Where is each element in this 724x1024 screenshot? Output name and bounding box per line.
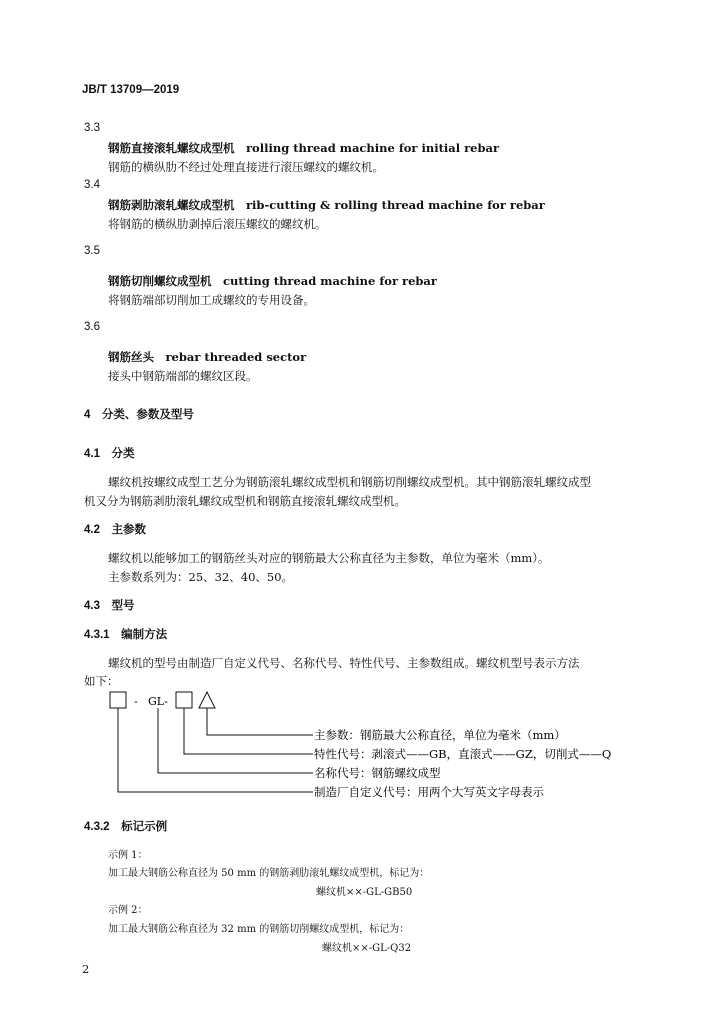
example-text: 加工最大钢筋公称直径为 32 mm 的钢筋切削螺纹成型机，标记为： xyxy=(108,924,410,935)
page-number: 2 xyxy=(82,962,90,976)
term-definition: 钢筋的横纵肋不经过处理直接进行滚压螺纹的螺纹机。 xyxy=(108,160,384,174)
paragraph-line: 如下： xyxy=(84,674,119,688)
paragraph-line: 螺纹机按螺纹成型工艺分为钢筋滚轧螺纹成型机和钢筋切削螺纹成型机。其中钢筋滚轧螺纹成型 xyxy=(108,475,591,489)
label-manufacturer-code: 制造厂自定义代号：用两个大写英文字母表示 xyxy=(314,785,544,799)
term-number: 3.3 xyxy=(84,122,100,134)
subsection-heading: 4.3 型号 xyxy=(84,600,135,612)
example-marking: 螺纹机××-GL-GB50 xyxy=(316,887,413,898)
example-marking: 螺纹机××-GL-Q32 xyxy=(322,943,412,954)
term-title: 钢筋切削螺纹成型机 cutting thread machine for rebar xyxy=(108,274,437,288)
leader-name-code xyxy=(158,708,313,773)
paragraph-line: 螺纹机的型号由制造厂自定义代号、名称代号、特性代号、主参数组成。螺纹机型号表示方法 xyxy=(108,656,580,670)
example-text: 加工最大钢筋公称直径为 50 mm 的钢筋剥肋滚轧螺纹成型机，标记为： xyxy=(108,868,430,879)
term-definition: 接头中钢筋端部的螺纹区段。 xyxy=(108,369,258,383)
term-title: 钢筋直接滚轧螺纹成型机 rolling thread machine for initial rebar xyxy=(108,141,500,155)
example-label: 示例 2： xyxy=(108,905,148,916)
term-definition: 将钢筋端部切削加工成螺纹的专用设备。 xyxy=(108,293,315,307)
term-title: 钢筋丝头 rebar threaded sector xyxy=(108,350,307,364)
subsubsection-heading: 4.3.1 编制方法 xyxy=(84,629,168,641)
subsection-heading: 4.2 主参数 xyxy=(84,524,146,536)
label-name-code: 名称代号：钢筋螺纹成型 xyxy=(314,766,441,780)
section-heading: 4 分类、参数及型号 xyxy=(84,409,194,421)
paragraph-line: 主参数系列为：25、32、40、50。 xyxy=(108,570,294,584)
paragraph-line: 机又分为钢筋剥肋滚轧螺纹成型机和钢筋直接滚轧螺纹成型机。 xyxy=(84,494,406,508)
term-number: 3.4 xyxy=(84,179,100,191)
subsection-heading: 4.1 分类 xyxy=(84,448,135,460)
term-title: 钢筋剥肋滚轧螺纹成型机 rib-cutting & rolling thread machine for rebar xyxy=(108,198,545,212)
leader-main-parameter xyxy=(207,708,313,735)
label-characteristic-code: 特性代号：剥滚式——GB，直滚式——GZ，切削式——Q xyxy=(314,747,612,761)
leader-characteristic xyxy=(184,708,313,754)
example-label: 示例 1： xyxy=(108,850,148,861)
characteristic-code-box xyxy=(176,692,192,708)
model-code-diagram xyxy=(108,688,668,800)
subsubsection-heading: 4.3.2 标记示例 xyxy=(84,821,168,833)
dash-text: - xyxy=(134,695,138,708)
label-main-parameter: 主参数：钢筋最大公称直径，单位为毫米（mm） xyxy=(314,728,566,742)
paragraph-line: 螺纹机以能够加工的钢筋丝头对应的钢筋最大公称直径为主参数，单位为毫米（mm）。 xyxy=(108,551,550,565)
term-number: 3.6 xyxy=(84,321,100,333)
term-number: 3.5 xyxy=(84,245,100,257)
main-parameter-triangle-icon xyxy=(199,692,215,708)
manufacturer-code-box xyxy=(110,692,126,708)
leader-manufacturer xyxy=(118,708,313,792)
term-definition: 将钢筋的横纵肋剥掉后滚压螺纹的螺纹机。 xyxy=(108,217,327,231)
standard-number: JB/T 13709—2019 xyxy=(82,84,180,96)
gl-code-text: GL- xyxy=(148,695,168,708)
